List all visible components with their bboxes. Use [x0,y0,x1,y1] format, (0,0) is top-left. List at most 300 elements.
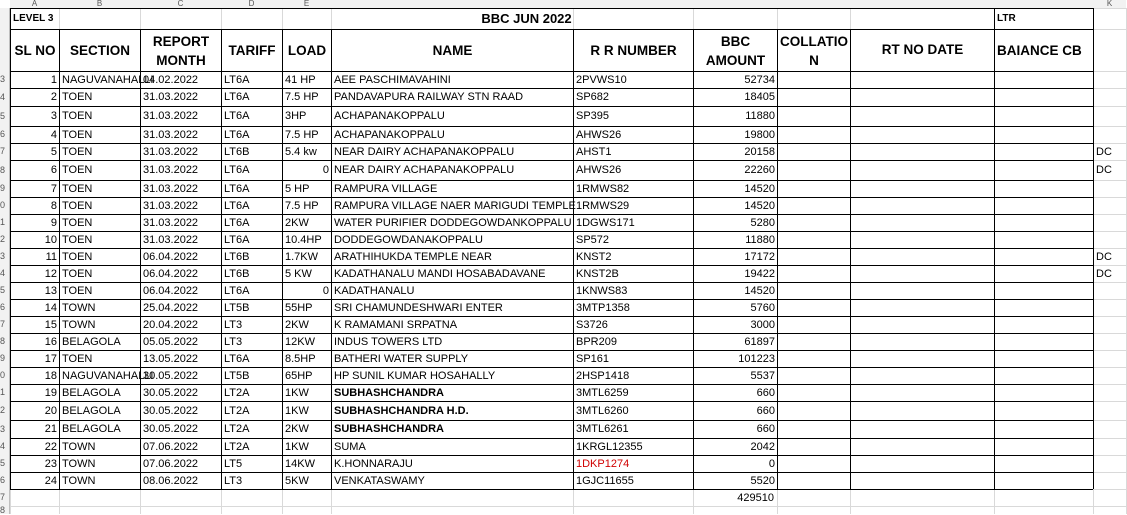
cell-empty[interactable] [851,107,994,126]
cell-empty[interactable] [995,368,1093,384]
cell-month[interactable]: 07.06.2022 [143,458,199,470]
cell-empty[interactable] [995,266,1093,282]
cell-section[interactable]: TOWN [62,441,96,453]
cell-empty[interactable] [851,334,994,350]
row-header[interactable]: 7 [0,143,10,160]
cell-month[interactable]: 30.05.2022 [143,423,199,435]
cell-tariff[interactable]: LT6A [224,110,250,122]
cell-empty[interactable] [995,107,1093,126]
cell-empty[interactable] [851,283,994,299]
cell-name[interactable]: SRI CHAMUNDESHWARI ENTER [334,302,503,314]
cell-empty[interactable] [995,351,1093,367]
cell-month[interactable]: 06.04.2022 [143,268,199,280]
row-header[interactable]: 1 [0,214,10,231]
cell-empty[interactable] [995,385,1093,401]
cell-name[interactable]: ACHAPANAKOPPALU [334,129,445,141]
cell-empty[interactable] [778,402,850,420]
row-header[interactable] [0,8,10,29]
cell-extra[interactable] [1094,232,1126,248]
cell-empty[interactable] [778,181,850,197]
cell-month[interactable]: 30.05.2022 [143,405,199,417]
cell-sl[interactable]: 20 [44,405,57,417]
cell-extra[interactable] [1094,72,1126,88]
cell-empty[interactable] [778,107,850,126]
cell-month[interactable]: 04.02.2022 [143,74,199,86]
row-header[interactable]: 8 [0,333,10,350]
cell-empty[interactable] [995,144,1093,160]
column-header[interactable]: B [59,0,140,9]
cell-tariff[interactable]: LT2A [224,423,250,435]
cell-name[interactable]: INDUS TOWERS LTD [334,336,443,348]
cell-empty[interactable] [778,232,850,248]
cell-empty[interactable] [995,215,1093,231]
cell-section[interactable]: NAGUVANAHALLI [62,74,154,86]
cell-empty[interactable] [851,402,994,420]
cell-name[interactable]: BATHERI WATER SUPPLY [334,353,469,365]
cell-name[interactable]: ARATHIHUKDA TEMPLE NEAR [334,251,492,263]
cell-empty[interactable] [851,300,994,316]
cell-empty[interactable] [778,127,850,143]
cell-extra[interactable] [1094,215,1126,231]
cell-empty[interactable] [778,368,850,384]
cell-amount[interactable]: 14520 [744,285,775,297]
row-header[interactable]: 5 [0,282,10,299]
cell-load[interactable]: 14KW [285,458,315,470]
cell-load[interactable]: 7.5 HP [285,129,319,141]
cell-amount[interactable]: 14520 [744,200,775,212]
cell-load[interactable]: 5 KW [285,268,312,280]
cell-empty[interactable] [851,249,994,265]
cell-rr[interactable]: 1DKP1274 [576,458,630,470]
cell-name[interactable]: KADATHANALU [334,285,415,297]
cell-empty[interactable] [778,144,850,160]
cell-amount[interactable]: 11880 [745,110,775,122]
cell-sl[interactable]: 5 [50,146,57,158]
row-header[interactable]: 8 [0,160,10,180]
column-header[interactable]: E [282,0,331,9]
cell-empty[interactable] [995,456,1093,472]
cell-rr[interactable]: SP682 [576,91,610,103]
column-header[interactable]: K [1093,0,1126,9]
row-header[interactable]: 4 [0,265,10,282]
cell-empty[interactable] [778,300,850,316]
cell-amount[interactable]: 14520 [744,183,775,195]
cell-empty[interactable] [995,300,1093,316]
cell-month[interactable]: 31.03.2022 [143,183,199,195]
cell-section[interactable]: TOWN [62,458,96,470]
header-tariff[interactable]: TARIFF [228,43,276,58]
row-header[interactable]: 2 [0,231,10,248]
cell-amount[interactable]: 18405 [744,91,775,103]
cell-sl[interactable]: 3 [50,110,57,122]
cell-empty[interactable] [995,89,1093,106]
cell-load[interactable]: 10.4HP [285,234,322,246]
cell-amount[interactable]: 5537 [750,370,775,382]
cell-empty[interactable] [995,283,1093,299]
cell-sl[interactable]: 22 [44,441,57,453]
cell-month[interactable]: 31.03.2022 [143,200,199,212]
cell-amount[interactable]: 660 [756,387,775,399]
column-header[interactable]: C [140,0,221,9]
row-header[interactable]: 1 [0,384,10,401]
row-header[interactable]: 0 [0,367,10,384]
cell-tariff[interactable]: LT5B [224,302,250,314]
cell-tariff[interactable]: LT6A [224,353,250,365]
row-header[interactable]: 0 [0,197,10,214]
header-balance-cb[interactable]: BAIANCE CB [997,43,1082,58]
cell-rr[interactable]: 3MTP1358 [576,302,630,314]
row-header[interactable]: 6 [0,299,10,316]
column-header[interactable]: A [10,0,59,9]
cell-load[interactable]: 41 HP [285,74,316,86]
cell-tariff[interactable]: LT6A [224,74,250,86]
cell-tariff[interactable]: LT6A [224,200,250,212]
cell-month[interactable]: 08.06.2022 [143,475,199,487]
cell-sl[interactable]: 24 [44,475,57,487]
cell-empty[interactable] [778,317,850,333]
cell-rr[interactable]: KNST2 [576,251,612,263]
header-rt-no-date[interactable]: RT NO DATE [881,42,964,57]
cell-empty[interactable] [778,161,850,180]
column-header[interactable]: D [221,0,282,9]
cell-empty[interactable] [778,266,850,282]
cell-load[interactable]: 1.7KW [285,251,319,263]
header-bbc-amount[interactable]: BBC AMOUNT [705,33,766,68]
cell-sl[interactable]: 1 [50,74,57,86]
cell-empty[interactable] [778,72,850,88]
cell-tariff[interactable]: LT3 [224,336,243,348]
cell-empty[interactable] [995,72,1093,88]
cell-month[interactable]: 06.04.2022 [143,285,199,297]
cell-empty[interactable] [851,198,994,214]
cell-sl[interactable]: 9 [50,217,57,229]
row-header[interactable]: 6 [0,472,10,489]
cell-section[interactable]: TOEN [62,234,93,246]
row-header[interactable]: 6 [0,126,10,143]
cell-tariff[interactable]: LT3 [224,475,243,487]
cell-rr[interactable]: S3726 [576,319,608,331]
cell-section[interactable]: BELAGOLA [62,423,121,435]
cell-rr[interactable]: AHST1 [576,146,612,158]
cell-empty[interactable] [995,161,1093,180]
cell-empty[interactable] [851,317,994,333]
cell-name[interactable]: WATER PURIFIER DODDEGOWDANKOPPALU [334,217,572,229]
cell-amount[interactable]: 0 [768,458,775,470]
cell-rr[interactable]: 3MTL6260 [576,405,629,417]
cell-extra[interactable]: DC [1096,164,1112,176]
cell-rr[interactable]: SP161 [576,353,610,365]
header-section[interactable]: SECTION [69,43,130,58]
cell-section[interactable]: BELAGOLA [62,336,121,348]
cell-extra[interactable] [1094,127,1126,143]
cell-amount[interactable]: 22260 [744,164,775,176]
cell-section[interactable]: TOEN [62,251,93,263]
cell-sl[interactable]: 12 [44,268,57,280]
cell-extra[interactable] [1094,181,1126,197]
cell-empty[interactable] [851,232,994,248]
cell-rr[interactable]: KNST2B [576,268,619,280]
cell-amount[interactable]: 11880 [745,234,775,246]
cell-load[interactable]: 5KW [285,475,309,487]
header-load[interactable]: LOAD [287,43,327,58]
cell-sl[interactable]: 18 [44,370,57,382]
row-header[interactable]: 4 [0,88,10,106]
cell-empty[interactable] [778,421,850,438]
cell-amount[interactable]: 61897 [744,336,775,348]
cell-month[interactable]: 05.05.2022 [143,336,199,348]
total-amount[interactable]: 429510 [737,492,774,504]
cell-empty[interactable] [995,249,1093,265]
cell-tariff[interactable]: LT6B [224,146,250,158]
cell-name[interactable]: RAMPURA VILLAGE NAER MARIGUDI TEMPLE [334,200,576,212]
cell-name[interactable]: NEAR DAIRY ACHAPANAKOPPALU [334,164,515,176]
cell-name[interactable]: PANDAVAPURA RAILWAY STN RAAD [334,91,524,103]
cell-section[interactable]: BELAGOLA [62,405,121,417]
cell-month[interactable]: 31.03.2022 [143,234,199,246]
cell-tariff[interactable]: LT6A [224,91,250,103]
cell-month[interactable]: 31.03.2022 [143,164,199,176]
cell-sl[interactable]: 21 [44,423,57,435]
cell-load[interactable]: 0 [322,285,329,297]
cell-empty[interactable] [851,161,994,180]
cell-sl[interactable]: 23 [44,458,57,470]
cell-rr[interactable]: BPR209 [576,336,617,348]
cell-tariff[interactable]: LT6A [224,217,250,229]
cell-sl[interactable]: 7 [50,183,57,195]
row-header[interactable]: 5 [0,106,10,126]
cell-amount[interactable]: 101223 [738,353,775,365]
cell-month[interactable]: 06.04.2022 [143,251,199,263]
cell-empty[interactable] [851,72,994,88]
cell-empty[interactable] [851,127,994,143]
header-name[interactable]: NAME [432,43,473,58]
cell-amount[interactable]: 5760 [750,302,775,314]
cell-load[interactable]: 5.4 kw [285,146,317,158]
cell-empty[interactable] [851,385,994,401]
cell-extra[interactable] [1094,385,1126,401]
cell-tariff[interactable]: LT5B [224,370,250,382]
cell-tariff[interactable]: LT2A [224,441,250,453]
cell-empty[interactable] [851,473,994,489]
cell-load[interactable]: 0 [322,164,329,176]
cell-load[interactable]: 65HP [285,370,313,382]
cell-empty[interactable] [778,473,850,489]
cell-rr[interactable]: 1GJC11655 [576,475,634,487]
cell-tariff[interactable]: LT2A [224,387,250,399]
cell-month[interactable]: 07.06.2022 [143,441,199,453]
cell-name[interactable]: SUBHASHCHANDRA [334,387,444,399]
header-report-month[interactable]: REPORT MONTH [152,33,210,68]
cell-extra[interactable] [1094,351,1126,367]
cell-month[interactable]: 13.05.2022 [143,353,199,365]
cell-empty[interactable] [851,439,994,455]
cell-extra[interactable] [1094,456,1126,472]
cell-extra[interactable] [1094,283,1126,299]
cell-amount[interactable]: 20158 [744,146,775,158]
cell-name[interactable]: SUBHASHCHANDRA H.D. [334,405,469,417]
cell-empty[interactable] [995,181,1093,197]
cell-empty[interactable] [995,334,1093,350]
cell-empty[interactable] [995,402,1093,420]
cell-tariff[interactable]: LT6A [224,164,250,176]
header-collation[interactable]: COLLATIO N [780,33,848,68]
cell-empty[interactable] [778,456,850,472]
header-sl-no[interactable]: SL NO [14,43,56,58]
cell-extra[interactable] [1094,300,1126,316]
cell-sl[interactable]: 19 [44,387,57,399]
cell-month[interactable]: 31.03.2022 [143,217,199,229]
cell-empty[interactable] [995,473,1093,489]
cell-load[interactable]: 2KW [285,217,309,229]
cell-amount[interactable]: 52734 [744,74,775,86]
cell-extra[interactable] [1094,334,1126,350]
cell-section[interactable]: TOWN [62,319,96,331]
cell-empty[interactable] [778,351,850,367]
cell-name[interactable]: K RAMAMANI SRPATNA [334,319,458,331]
cell-empty[interactable] [851,181,994,197]
cell-section[interactable]: TOEN [62,183,93,195]
cell-section[interactable]: TOEN [62,217,93,229]
cell-empty[interactable] [851,456,994,472]
cell-empty[interactable] [778,385,850,401]
cell-section[interactable]: TOEN [62,146,93,158]
cell-extra[interactable]: DC [1096,268,1112,280]
cell-tariff[interactable]: LT6A [224,129,250,141]
cell-section[interactable]: TOEN [62,110,93,122]
cell-empty[interactable] [995,439,1093,455]
cell-amount[interactable]: 5520 [750,475,775,487]
cell-empty[interactable] [778,249,850,265]
cell-rr[interactable]: 1KNWS83 [576,285,628,297]
cell-month[interactable]: 31.03.2022 [143,91,199,103]
cell-section[interactable]: TOEN [62,129,93,141]
cell-extra[interactable] [1094,421,1126,438]
row-header[interactable]: 8 [0,506,10,514]
cell-tariff[interactable]: LT6A [224,285,250,297]
cell-name[interactable]: KADATHANALU MANDI HOSABADAVANE [334,268,546,280]
cell-name[interactable]: K.HONNARAJU [334,458,413,470]
cell-extra[interactable] [1094,107,1126,126]
cell-rr[interactable]: SP395 [576,110,610,122]
cell-amount[interactable]: 5280 [750,217,775,229]
cell-name[interactable]: ACHAPANAKOPPALU [334,110,445,122]
cell-empty[interactable] [995,232,1093,248]
cell-section[interactable]: TOEN [62,285,93,297]
cell-empty[interactable] [778,215,850,231]
cell-name[interactable]: SUBHASHCHANDRA [334,423,444,435]
cell-load[interactable]: 3HP [285,110,307,122]
cell-rr[interactable]: 1DGWS171 [576,217,635,229]
cell-load[interactable]: 2KW [285,319,309,331]
cell-amount[interactable]: 2042 [750,441,775,453]
cell-sl[interactable]: 15 [44,319,57,331]
cell-load[interactable]: 5 HP [285,183,310,195]
cell-rr[interactable]: AHWS26 [576,129,622,141]
cell-empty[interactable] [778,198,850,214]
cell-extra[interactable]: DC [1096,146,1112,158]
cell-empty[interactable] [995,421,1093,438]
cell-empty[interactable] [851,368,994,384]
cell-amount[interactable]: 660 [756,423,775,435]
cell-name[interactable]: SUMA [334,441,366,453]
cell-load[interactable]: 7.5 HP [285,91,319,103]
row-header[interactable]: 9 [0,350,10,367]
cell-load[interactable]: 8.5HP [285,353,316,365]
cell-month[interactable]: 30.05.2022 [143,387,199,399]
cell-rr[interactable]: 1RMWS82 [576,183,630,195]
cell-sl[interactable]: 13 [44,285,57,297]
cell-tariff[interactable]: LT2A [224,405,250,417]
cell-section[interactable]: TOEN [62,91,93,103]
cell-extra[interactable]: DC [1096,251,1112,263]
cell-empty[interactable] [851,144,994,160]
cell-sl[interactable]: 14 [44,302,57,314]
cell-extra[interactable] [1094,317,1126,333]
cell-name[interactable]: AEE PASCHIMAVAHINI [334,74,451,86]
cell-amount[interactable]: 19800 [744,129,775,141]
cell-name[interactable]: DODDEGOWDANAKOPPALU [334,234,483,246]
cell-sl[interactable]: 10 [44,234,57,246]
cell-name[interactable]: VENKATASWAMY [334,475,425,487]
cell-sl[interactable]: 17 [44,353,57,365]
cell-tariff[interactable]: LT6A [224,234,250,246]
cell-extra[interactable] [1094,439,1126,455]
cell-month[interactable]: 31.03.2022 [143,146,199,158]
cell-amount[interactable]: 17172 [744,251,775,263]
cell-extra[interactable] [1094,473,1126,489]
cell-extra[interactable] [1094,402,1126,420]
cell-empty[interactable] [851,351,994,367]
cell-rr[interactable]: SP572 [576,234,610,246]
cell-load[interactable]: 55HP [285,302,313,314]
cell-load[interactable]: 2KW [285,423,309,435]
row-header[interactable]: 2 [0,401,10,420]
cell-sl[interactable]: 6 [50,164,57,176]
cell-sl[interactable]: 4 [50,129,57,141]
cell-sl[interactable]: 11 [45,251,57,263]
cell-section[interactable]: BELAGOLA [62,387,121,399]
row-header[interactable] [0,29,10,71]
cell-load[interactable]: 1KW [285,405,309,417]
cell-tariff[interactable]: LT6B [224,251,250,263]
cell-empty[interactable] [778,89,850,106]
cell-empty[interactable] [778,334,850,350]
cell-amount[interactable]: 660 [756,405,775,417]
cell-tariff[interactable]: LT5 [224,458,243,470]
row-header[interactable]: 7 [0,316,10,333]
cell-section[interactable]: TOWN [62,302,96,314]
cell-tariff[interactable]: LT6B [224,268,250,280]
header-rr-number[interactable]: R R NUMBER [590,43,677,58]
cell-rr[interactable]: 1KRGL12355 [576,441,643,453]
cell-empty[interactable] [851,266,994,282]
cell-empty[interactable] [778,283,850,299]
cell-rr[interactable]: 2HSP1418 [576,370,630,382]
cell-tariff[interactable]: LT6A [224,183,250,195]
row-header[interactable]: 9 [0,180,10,197]
cell-extra[interactable] [1094,89,1126,106]
cell-sl[interactable]: 16 [44,336,57,348]
cell-rr[interactable]: 3MTL6261 [576,423,629,435]
row-header[interactable]: 4 [0,438,10,455]
cell-rr[interactable]: 1RMWS29 [576,200,630,212]
cell-rr[interactable]: AHWS26 [576,164,622,176]
row-header[interactable]: 5 [0,455,10,472]
cell-sl[interactable]: 2 [50,91,57,103]
cell-extra[interactable] [1094,368,1126,384]
row-header[interactable]: 3 [0,420,10,438]
cell-empty[interactable] [851,421,994,438]
